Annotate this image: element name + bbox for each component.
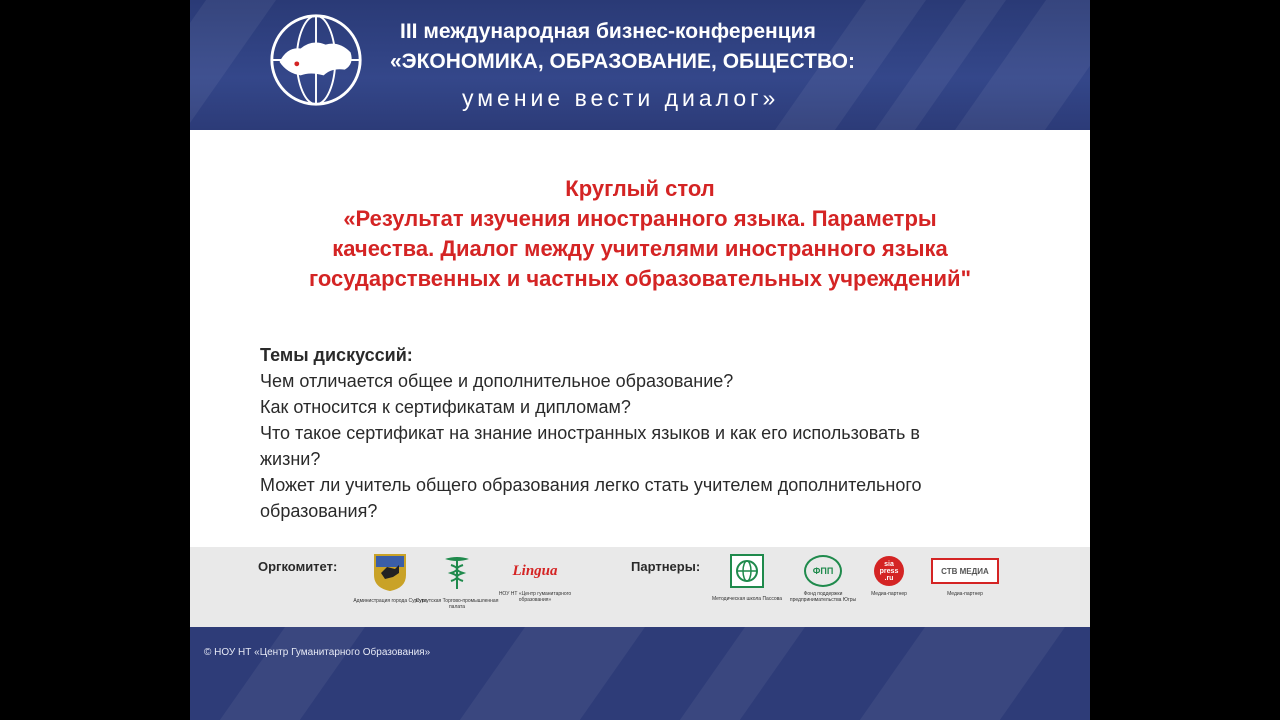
siapress-logo: sia press .ru xyxy=(879,560,899,582)
sponsors-bar xyxy=(190,547,1090,627)
topic-line: жизни? xyxy=(260,449,321,469)
lingua-logo: Lingua xyxy=(512,562,558,579)
conference-title-line-1: III международная бизнес-конференция xyxy=(400,20,816,43)
organizer-caption: НОУ НТ «Центр гуманитарного образования» xyxy=(498,591,572,603)
caduceus-icon xyxy=(442,553,472,591)
coat-of-arms-icon xyxy=(373,553,407,591)
topic-line: образования? xyxy=(260,501,378,521)
round-table-line: Круглый стол xyxy=(565,176,715,201)
round-table-line: государственных и частных образовательных учреждений" xyxy=(308,266,971,291)
partner-caption: Фонд поддержки предпринимательства Югры xyxy=(789,591,857,603)
topics-heading: Темы дискуссий: xyxy=(260,345,413,365)
partner-stv-media xyxy=(920,553,1010,597)
partner-caption: Медиа-партнер xyxy=(871,591,907,597)
topic-line: Чем отличается общее и дополнительное образование? xyxy=(260,371,734,391)
organizers-label: Оргкомитет: xyxy=(258,559,338,574)
partners-label: Партнеры: xyxy=(631,559,701,574)
copyright-text: © НОУ НТ «Центр Гуманитарного Образования» xyxy=(204,647,431,658)
partner-caption: Методическая школа Пассова xyxy=(711,596,783,602)
fund-logo: ФПП xyxy=(812,566,834,576)
organizer-chamber-of-commerce xyxy=(412,553,502,610)
topic-line: Что такое сертификат на знание иностранных языков и как его использовать в xyxy=(260,423,920,443)
round-table-line: качества. Диалог между учителями иностранного языка xyxy=(332,236,948,261)
topic-line: Как относится к сертификатам и дипломам? xyxy=(260,397,631,417)
stv-logo: СТВ МЕДИА xyxy=(941,566,989,576)
slide xyxy=(190,0,1090,720)
round-table-line: «Результат изучения иностранного языка. Параметры xyxy=(343,206,937,231)
globe-book-icon xyxy=(729,553,765,589)
organizer-lingua xyxy=(490,553,580,603)
main-content xyxy=(190,130,1090,547)
partner-caption: Медиа-партнер xyxy=(947,591,983,597)
topic-line: Может ли учитель общего образования легко стать учителем дополнительного xyxy=(260,475,922,495)
organizer-caption: Сургутская Торгово-промышленная палата xyxy=(415,598,499,610)
footer xyxy=(190,627,1090,720)
discussion-topics xyxy=(260,342,1020,524)
organizer-caption: Администрация города Сургута xyxy=(353,598,427,604)
round-table-title xyxy=(190,174,1090,294)
conference-title-line-2: «ЭКОНОМИКА, ОБРАЗОВАНИЕ, ОБЩЕСТВО: xyxy=(390,50,855,73)
conference-subtitle: умение вести диалог» xyxy=(462,85,780,111)
conference-header xyxy=(190,0,1090,130)
globe-russia-logo-icon xyxy=(268,12,364,108)
